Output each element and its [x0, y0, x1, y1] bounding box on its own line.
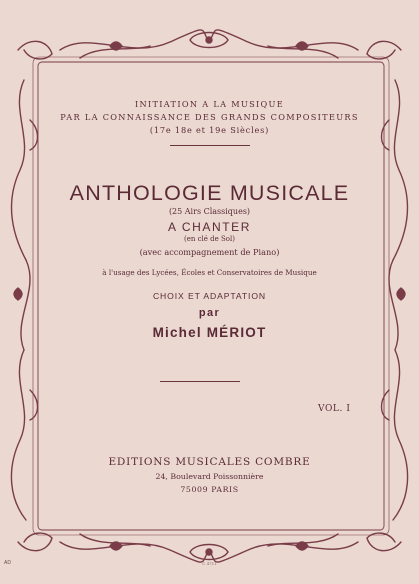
series-line-3: (17e 18e et 19e Siècles) [149, 125, 270, 135]
series-line-1: INITIATION A LA MUSIQUE [134, 99, 285, 109]
par-label: par [198, 307, 221, 319]
edition-number: C 4711 [202, 561, 217, 566]
usage-note: à l'usage des Lycées, Écoles et Conservatoires de Musique [102, 268, 317, 277]
accompaniment-note: (avec accompagnement de Piano) [139, 247, 280, 257]
publisher-name: EDITIONS MUSICALES COMBRE [108, 456, 311, 468]
a-chanter: A CHANTER [167, 220, 252, 234]
series-line-2: PAR LA CONNAISSANCE DES GRANDS COMPOSITEURS [60, 112, 359, 122]
choix-adaptation: CHOIX ET ADAPTATION [152, 291, 267, 301]
subtitle: (25 Airs Classiques) [168, 207, 251, 216]
corner-mark: AD [4, 560, 11, 566]
main-title: ANTHOLOGIE MUSICALE [69, 181, 350, 205]
volume-label: VOL. I [318, 404, 351, 414]
publisher-address: 24, Boulevard Poissonnière [155, 472, 264, 481]
author-name: Michel MÉRIOT [152, 325, 267, 340]
publisher-city: 75009 PARIS [180, 485, 239, 494]
divider-top [170, 145, 250, 146]
clef-note: (en clé de Sol) [184, 235, 235, 243]
divider-bottom [160, 381, 240, 382]
